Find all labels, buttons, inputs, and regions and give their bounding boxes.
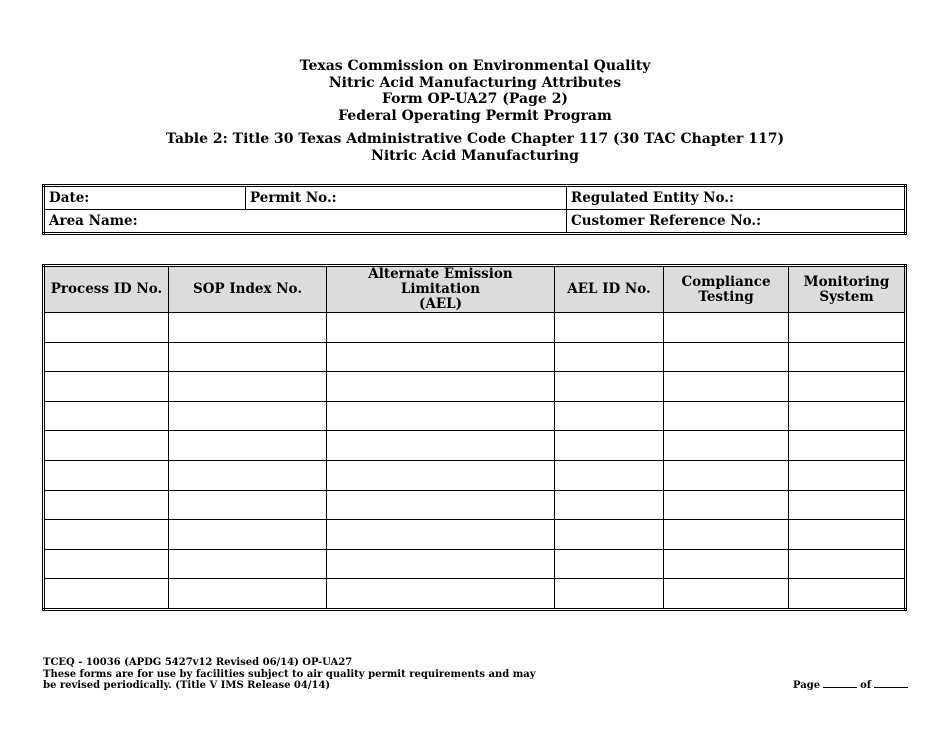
cell-ael[interactable] [327,520,555,550]
usage-note: These forms are for use by facilities subject to air quality permit requirements and may [43,668,536,680]
col-ael: Alternate Emission Limitation (AEL) [327,266,555,313]
page-counter [793,678,911,691]
cell-monitoring-system[interactable] [789,372,906,402]
cell-sop-index[interactable] [169,342,327,372]
cell-sop-index[interactable] [169,431,327,461]
form-number: Form OP-UA27 (Page 2) [381,91,569,107]
table-row [44,313,906,343]
table-row [44,460,906,490]
col-sop-index: SOP Index No. [169,266,327,313]
table-row [44,431,906,461]
cell-monitoring-system[interactable] [789,549,906,579]
form-revision: TCEQ - 10036 (APDG 5427v12 Revised 06/14) OP-UA27 [43,657,353,668]
table-title: Table 2: Title 30 Texas Administrative Code Chapter 117 (30 TAC Chapter 117) [165,131,785,147]
cell-process-id[interactable] [44,460,169,490]
cell-process-id[interactable] [44,401,169,431]
of-label: of [860,680,872,691]
cell-ael-id[interactable] [555,579,664,610]
cell-process-id[interactable] [44,490,169,520]
cell-monitoring-system[interactable] [789,579,906,610]
cell-process-id[interactable] [44,520,169,550]
form-subject: Nitric Acid Manufacturing Attributes [328,74,622,91]
cell-ael-id[interactable] [555,372,664,402]
cell-sop-index[interactable] [169,520,327,550]
table-subtitle: Nitric Acid Manufacturing [371,147,579,164]
cell-compliance-testing[interactable] [664,579,789,610]
cell-ael[interactable] [327,579,555,610]
info-table [42,184,907,235]
col-process-id: Process ID No. [44,266,169,313]
cell-process-id[interactable] [44,313,169,343]
cell-sop-index[interactable] [169,549,327,579]
cell-monitoring-system[interactable] [789,313,906,343]
cell-compliance-testing[interactable] [664,401,789,431]
area-name-field[interactable]: Area Name: [44,210,567,234]
regulated-entity-field[interactable]: Regulated Entity No.: [567,186,906,210]
cell-ael[interactable] [327,342,555,372]
table-row [44,549,906,579]
page-number-blank[interactable] [823,678,857,688]
cell-compliance-testing[interactable] [664,342,789,372]
table-row [44,490,906,520]
table-row [44,520,906,550]
col-compliance-testing: Compliance Testing [664,266,789,313]
cell-ael-id[interactable] [555,401,664,431]
cell-ael-id[interactable] [555,549,664,579]
cell-monitoring-system[interactable] [789,520,906,550]
table-row [44,342,906,372]
nitric-acid-table [42,264,907,611]
cell-sop-index[interactable] [169,460,327,490]
cell-compliance-testing[interactable] [664,431,789,461]
form-footer [43,657,536,692]
cell-sop-index[interactable] [169,372,327,402]
cell-process-id[interactable] [44,549,169,579]
table-row [44,372,906,402]
page-label: Page [793,680,821,691]
cell-ael-id[interactable] [555,490,664,520]
table-row [44,401,906,431]
cell-monitoring-system[interactable] [789,431,906,461]
permit-number-field[interactable]: Permit No.: [246,186,567,210]
cell-ael[interactable] [327,490,555,520]
cell-sop-index[interactable] [169,490,327,520]
cell-ael[interactable] [327,401,555,431]
agency-name: Texas Commission on Environmental Quality [299,58,651,74]
cell-ael[interactable] [327,549,555,579]
program-name: Federal Operating Permit Program [338,107,612,124]
cell-ael-id[interactable] [555,520,664,550]
usage-note-cont: be revised periodically. (Title V IMS Release 04/14) [43,680,331,691]
col-ael-id: AEL ID No. [555,266,664,313]
cell-compliance-testing[interactable] [664,490,789,520]
table-row [44,579,906,610]
cell-monitoring-system[interactable] [789,490,906,520]
cell-process-id[interactable] [44,431,169,461]
customer-reference-field[interactable]: Customer Reference No.: [567,210,906,234]
cell-process-id[interactable] [44,579,169,610]
cell-process-id[interactable] [44,372,169,402]
cell-compliance-testing[interactable] [664,313,789,343]
date-field[interactable]: Date: [44,186,246,210]
cell-monitoring-system[interactable] [789,401,906,431]
cell-process-id[interactable] [44,342,169,372]
page-total-blank[interactable] [874,678,908,688]
cell-compliance-testing[interactable] [664,372,789,402]
cell-ael-id[interactable] [555,342,664,372]
cell-monitoring-system[interactable] [789,460,906,490]
col-monitoring-system: Monitoring System [789,266,906,313]
form-header [0,58,950,164]
cell-ael[interactable] [327,313,555,343]
cell-compliance-testing[interactable] [664,549,789,579]
cell-ael-id[interactable] [555,431,664,461]
cell-compliance-testing[interactable] [664,520,789,550]
cell-ael[interactable] [327,460,555,490]
cell-sop-index[interactable] [169,401,327,431]
cell-compliance-testing[interactable] [664,460,789,490]
cell-ael-id[interactable] [555,460,664,490]
cell-ael[interactable] [327,431,555,461]
cell-ael[interactable] [327,372,555,402]
cell-monitoring-system[interactable] [789,342,906,372]
cell-ael-id[interactable] [555,313,664,343]
cell-sop-index[interactable] [169,579,327,610]
cell-sop-index[interactable] [169,313,327,343]
